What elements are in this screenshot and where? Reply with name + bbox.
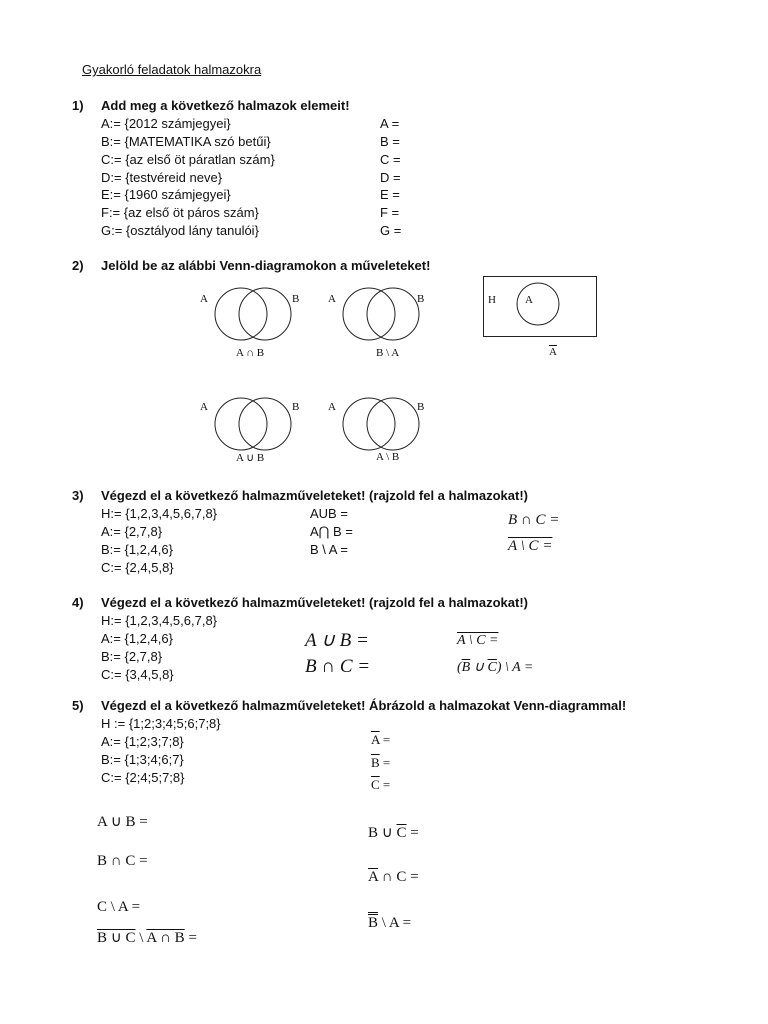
task5-set-b: B:= {1;3;4;6;7} bbox=[101, 752, 184, 767]
task4-op-c-complement: $\overline{C}$ bbox=[487, 660, 497, 675]
task5-op-c-minus-a[interactable]: C \ A = bbox=[97, 899, 141, 915]
venn4-label-a: A bbox=[200, 401, 208, 413]
task4-op-b-cap-c[interactable]: B ∩ C = bbox=[305, 656, 371, 677]
venn3-caption: $\overline{A}$ bbox=[549, 346, 557, 358]
venn2-caption: B \ A bbox=[376, 347, 400, 359]
task1-answer-c[interactable]: C = bbox=[380, 152, 401, 167]
venn3-label-h: H bbox=[488, 294, 496, 306]
task5-r1-pre: B ∪ bbox=[368, 825, 397, 841]
task4-prompt: Végezd el a következő halmazműveleteket! (rajzold fel a halmazokat!) bbox=[101, 595, 528, 610]
task1-def-g: G:= {osztályod lány tanulói} bbox=[101, 223, 259, 238]
venn1-label-a: A bbox=[200, 293, 208, 305]
task2-prompt: Jelöld be az alábbi Venn-diagramokon a műveleteket! bbox=[101, 258, 431, 273]
task2-number: 2) bbox=[72, 258, 84, 273]
task1-answer-b[interactable]: B = bbox=[380, 134, 400, 149]
task3-op-difference[interactable]: B \ A = bbox=[310, 542, 348, 557]
task1-def-b: B:= {MATEMATIKA szó betűi} bbox=[101, 134, 271, 149]
task3-set-b: B:= {1,2,4,6} bbox=[101, 542, 173, 557]
task5-prompt: Végezd el a következő halmazműveleteket! Ábrázold a halmazokat Venn-diagrammal! bbox=[101, 698, 627, 713]
task3-set-a: A:= {2,7,8} bbox=[101, 524, 163, 539]
task4-op-a-cup-b[interactable]: A ∪ B = bbox=[305, 630, 369, 651]
task3-op-a-minus-c-complement[interactable]: A \ C = bbox=[508, 538, 553, 554]
task4-op-close: ) \ A = bbox=[496, 660, 534, 675]
task4-op-open-paren: ( bbox=[457, 660, 462, 675]
task4-number: 4) bbox=[72, 595, 84, 610]
task5-b-bar: $\overline{B}$ bbox=[371, 755, 380, 770]
task3-prompt: Végezd el a következő halmazműveleteket! (rajzold fel a halmazokat!) bbox=[101, 488, 528, 503]
task5-r1-c-bar: $\overline{C}$ bbox=[396, 825, 407, 841]
task1-def-f: F:= {az első öt páros szám} bbox=[101, 205, 259, 220]
venn-diagram-complement[interactable] bbox=[483, 276, 598, 338]
venn2-label-b: B bbox=[417, 293, 425, 305]
task1-number: 1) bbox=[72, 98, 84, 113]
task5-op-b-double-bar-minus-a[interactable] bbox=[368, 915, 411, 932]
venn1-label-b: B bbox=[292, 293, 300, 305]
task4-set-a: A:= {1,2,4,6} bbox=[101, 631, 173, 646]
task5-r2-rest: ∩ C = bbox=[378, 869, 419, 885]
task5-a-bar: $\overline{A}$ bbox=[371, 732, 380, 747]
task4-op-complements-minus-a[interactable] bbox=[457, 659, 533, 676]
task5-set-a: A:= {1;2;3;7;8} bbox=[101, 734, 184, 749]
task1-answer-f[interactable]: F = bbox=[380, 205, 400, 220]
venn2-label-a: A bbox=[328, 293, 336, 305]
task1-answer-d[interactable]: D = bbox=[380, 170, 401, 185]
page-title: Gyakorló feladatok halmazokra bbox=[82, 62, 262, 77]
venn5-label-b: B bbox=[417, 401, 425, 413]
task5-last-b-bar: A ∩ B bbox=[146, 930, 185, 946]
task1-def-c: C:= {az első öt páratlan szám} bbox=[101, 152, 275, 167]
venn1-caption: A ∩ B bbox=[236, 347, 265, 359]
task5-c-eq: = bbox=[379, 777, 391, 792]
task5-op-a-complement[interactable] bbox=[371, 732, 390, 748]
task3-op-union[interactable]: AUB = bbox=[310, 506, 348, 521]
venn4-label-b: B bbox=[292, 401, 300, 413]
task5-a-eq: = bbox=[379, 732, 391, 747]
task1-answer-e[interactable]: E = bbox=[380, 187, 400, 202]
task3-op-intersection[interactable]: A⋂ B = bbox=[310, 524, 353, 539]
venn5-label-a: A bbox=[328, 401, 336, 413]
task3-set-h: H:= {1,2,3,4,5,6,7,8} bbox=[101, 506, 218, 521]
venn4-caption: A ∪ B bbox=[236, 452, 265, 464]
task5-last-eq: = bbox=[184, 930, 197, 946]
task5-op-b-cup-c-complement[interactable] bbox=[368, 823, 419, 842]
task3-set-c: C:= {2,4,5,8} bbox=[101, 560, 174, 575]
task5-r3-rest: \ A = bbox=[378, 915, 412, 931]
venn5-caption: A \ B bbox=[376, 451, 400, 463]
task4-op-a-minus-c-complement[interactable]: A \ C = bbox=[457, 633, 499, 648]
task4-op-b-complement: $\overline{B}$ bbox=[461, 660, 471, 675]
task4-op-cup: ∪ bbox=[470, 660, 488, 675]
task5-c-bar: $\overline{C}$ bbox=[371, 777, 380, 792]
task5-op-a-cup-b[interactable]: A ∪ B = bbox=[97, 814, 148, 830]
task5-op-c-complement[interactable] bbox=[371, 777, 390, 793]
task1-def-e: E:= {1960 számjegyei} bbox=[101, 187, 231, 202]
task5-op-last[interactable] bbox=[97, 928, 197, 947]
task5-op-b-cap-c[interactable]: B ∩ C = bbox=[97, 853, 148, 869]
task1-answer-a[interactable]: A = bbox=[380, 116, 400, 131]
task5-number: 5) bbox=[72, 698, 84, 713]
task5-r2-a-bar: $\overline{A}$ bbox=[368, 869, 379, 885]
task5-r3-b-bar: B bbox=[368, 915, 379, 931]
task5-op-a-complement-cap-c[interactable] bbox=[368, 869, 419, 886]
task5-b-eq: = bbox=[379, 755, 391, 770]
task1-prompt: Add meg a következő halmazok elemeit! bbox=[101, 98, 350, 113]
task4-set-h: H:= {1,2,3,4,5,6,7,8} bbox=[101, 613, 218, 628]
task5-r1-eq: = bbox=[406, 825, 419, 841]
task4-set-b: B:= {2,7,8} bbox=[101, 649, 163, 664]
task5-set-c: C:= {2;4;5;7;8} bbox=[101, 770, 185, 785]
task5-last-a-bar: B ∪ C bbox=[97, 930, 136, 946]
task5-last-mid: \ bbox=[135, 930, 147, 946]
task4-set-c: C:= {3,4,5,8} bbox=[101, 667, 174, 682]
task1-answer-g[interactable]: G = bbox=[380, 223, 402, 238]
task5-set-h: H := {1;2;3;4;5;6;7;8} bbox=[101, 716, 221, 731]
task3-number: 3) bbox=[72, 488, 84, 503]
task1-def-a: A:= {2012 számjegyei} bbox=[101, 116, 231, 131]
venn-diagram-intersection[interactable] bbox=[214, 284, 304, 354]
venn3-label-a: A bbox=[525, 294, 533, 306]
task5-op-b-complement[interactable] bbox=[371, 755, 390, 771]
task3-op-b-cap-c[interactable]: B ∩ C = bbox=[508, 512, 560, 528]
task1-def-d: D:= {testvéreid neve} bbox=[101, 170, 223, 185]
